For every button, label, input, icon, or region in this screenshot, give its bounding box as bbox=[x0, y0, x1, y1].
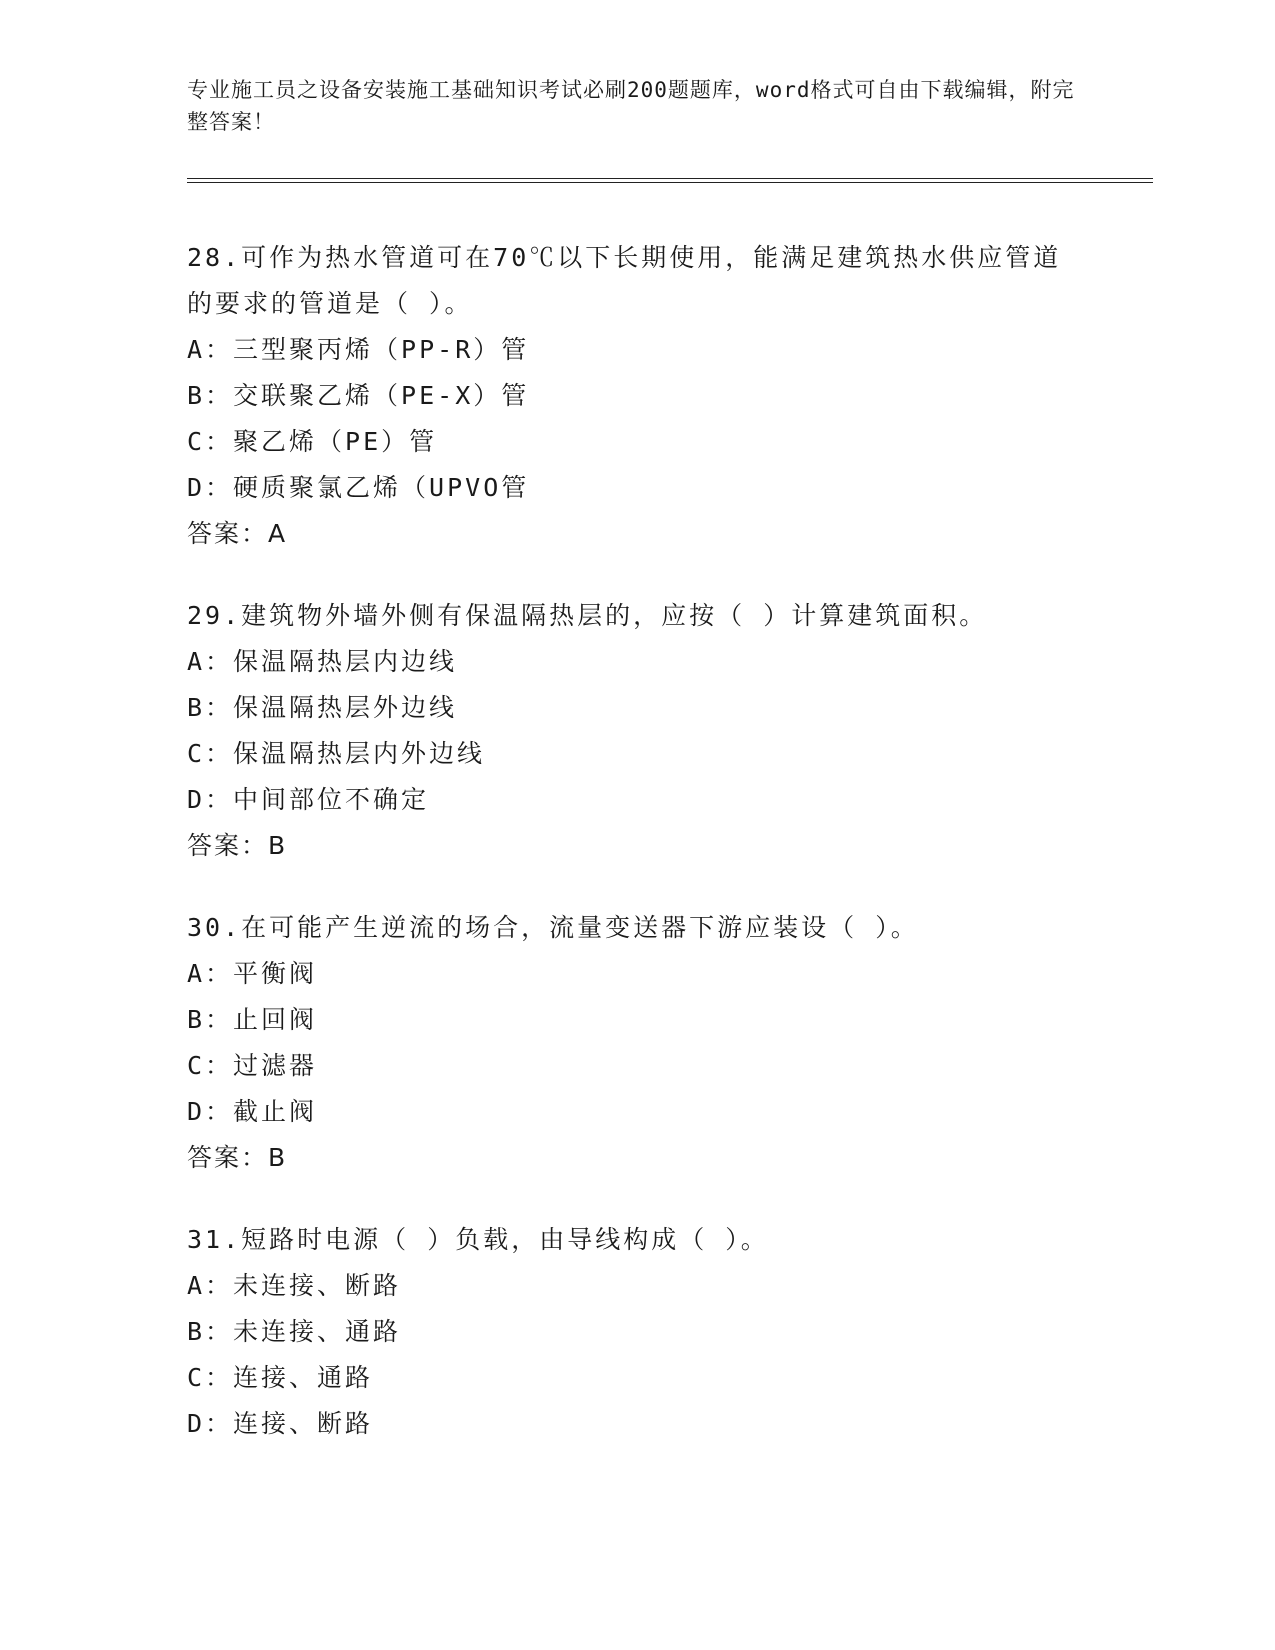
question-stem: 30.在可能产生逆流的场合，流量变送器下游应装设（ ）。 bbox=[187, 913, 919, 942]
option-a: A：保温隔热层内边线 bbox=[187, 647, 458, 676]
option-c: C：过滤器 bbox=[187, 1051, 318, 1080]
question-stem: 31.短路时电源（ ）负载，由导线构成（ ）。 bbox=[187, 1225, 769, 1254]
option-c: C：聚乙烯（PE）管 bbox=[187, 427, 438, 456]
question-stem: 28.可作为热水管道可在70℃以下长期使用，能满足建筑热水供应管道的要求的管道是（ ）。 bbox=[187, 243, 1062, 318]
question-28 bbox=[187, 235, 1087, 557]
question-stem: 29.建筑物外墙外侧有保温隔热层的，应按（ ）计算建筑面积。 bbox=[187, 601, 988, 630]
option-d: D：硬质聚氯乙烯（UPVO管 bbox=[187, 473, 530, 502]
option-b: B：止回阀 bbox=[187, 1005, 318, 1034]
question-29 bbox=[187, 593, 1087, 869]
option-d: D：连接、断路 bbox=[187, 1409, 374, 1438]
option-d: D：中间部位不确定 bbox=[187, 785, 430, 814]
option-b: B：保温隔热层外边线 bbox=[187, 693, 458, 722]
option-a: A：平衡阀 bbox=[187, 959, 318, 988]
question-list bbox=[187, 235, 1087, 1483]
question-31 bbox=[187, 1217, 1087, 1447]
option-list bbox=[187, 327, 1087, 511]
option-c: C：连接、通路 bbox=[187, 1363, 374, 1392]
option-list bbox=[187, 951, 1087, 1135]
option-list bbox=[187, 639, 1087, 823]
answer: 答案：A bbox=[187, 519, 288, 548]
option-list bbox=[187, 1263, 1087, 1447]
option-a: A：未连接、断路 bbox=[187, 1271, 402, 1300]
option-b: B：交联聚乙烯（PE-X）管 bbox=[187, 381, 530, 410]
option-b: B：未连接、通路 bbox=[187, 1317, 402, 1346]
option-c: C：保温隔热层内外边线 bbox=[187, 739, 486, 768]
answer: 答案：B bbox=[187, 1143, 288, 1172]
option-a: A：三型聚丙烯（PP-R）管 bbox=[187, 335, 530, 364]
document-header: 专业施工员之设备安装施工基础知识考试必刷200题题库，word格式可自由下载编辑，附完整答案！ bbox=[187, 78, 1075, 134]
header-divider-bottom bbox=[187, 182, 1153, 183]
header-divider-top bbox=[187, 178, 1153, 179]
option-d: D：截止阀 bbox=[187, 1097, 318, 1126]
answer: 答案：B bbox=[187, 831, 288, 860]
question-30 bbox=[187, 905, 1087, 1181]
